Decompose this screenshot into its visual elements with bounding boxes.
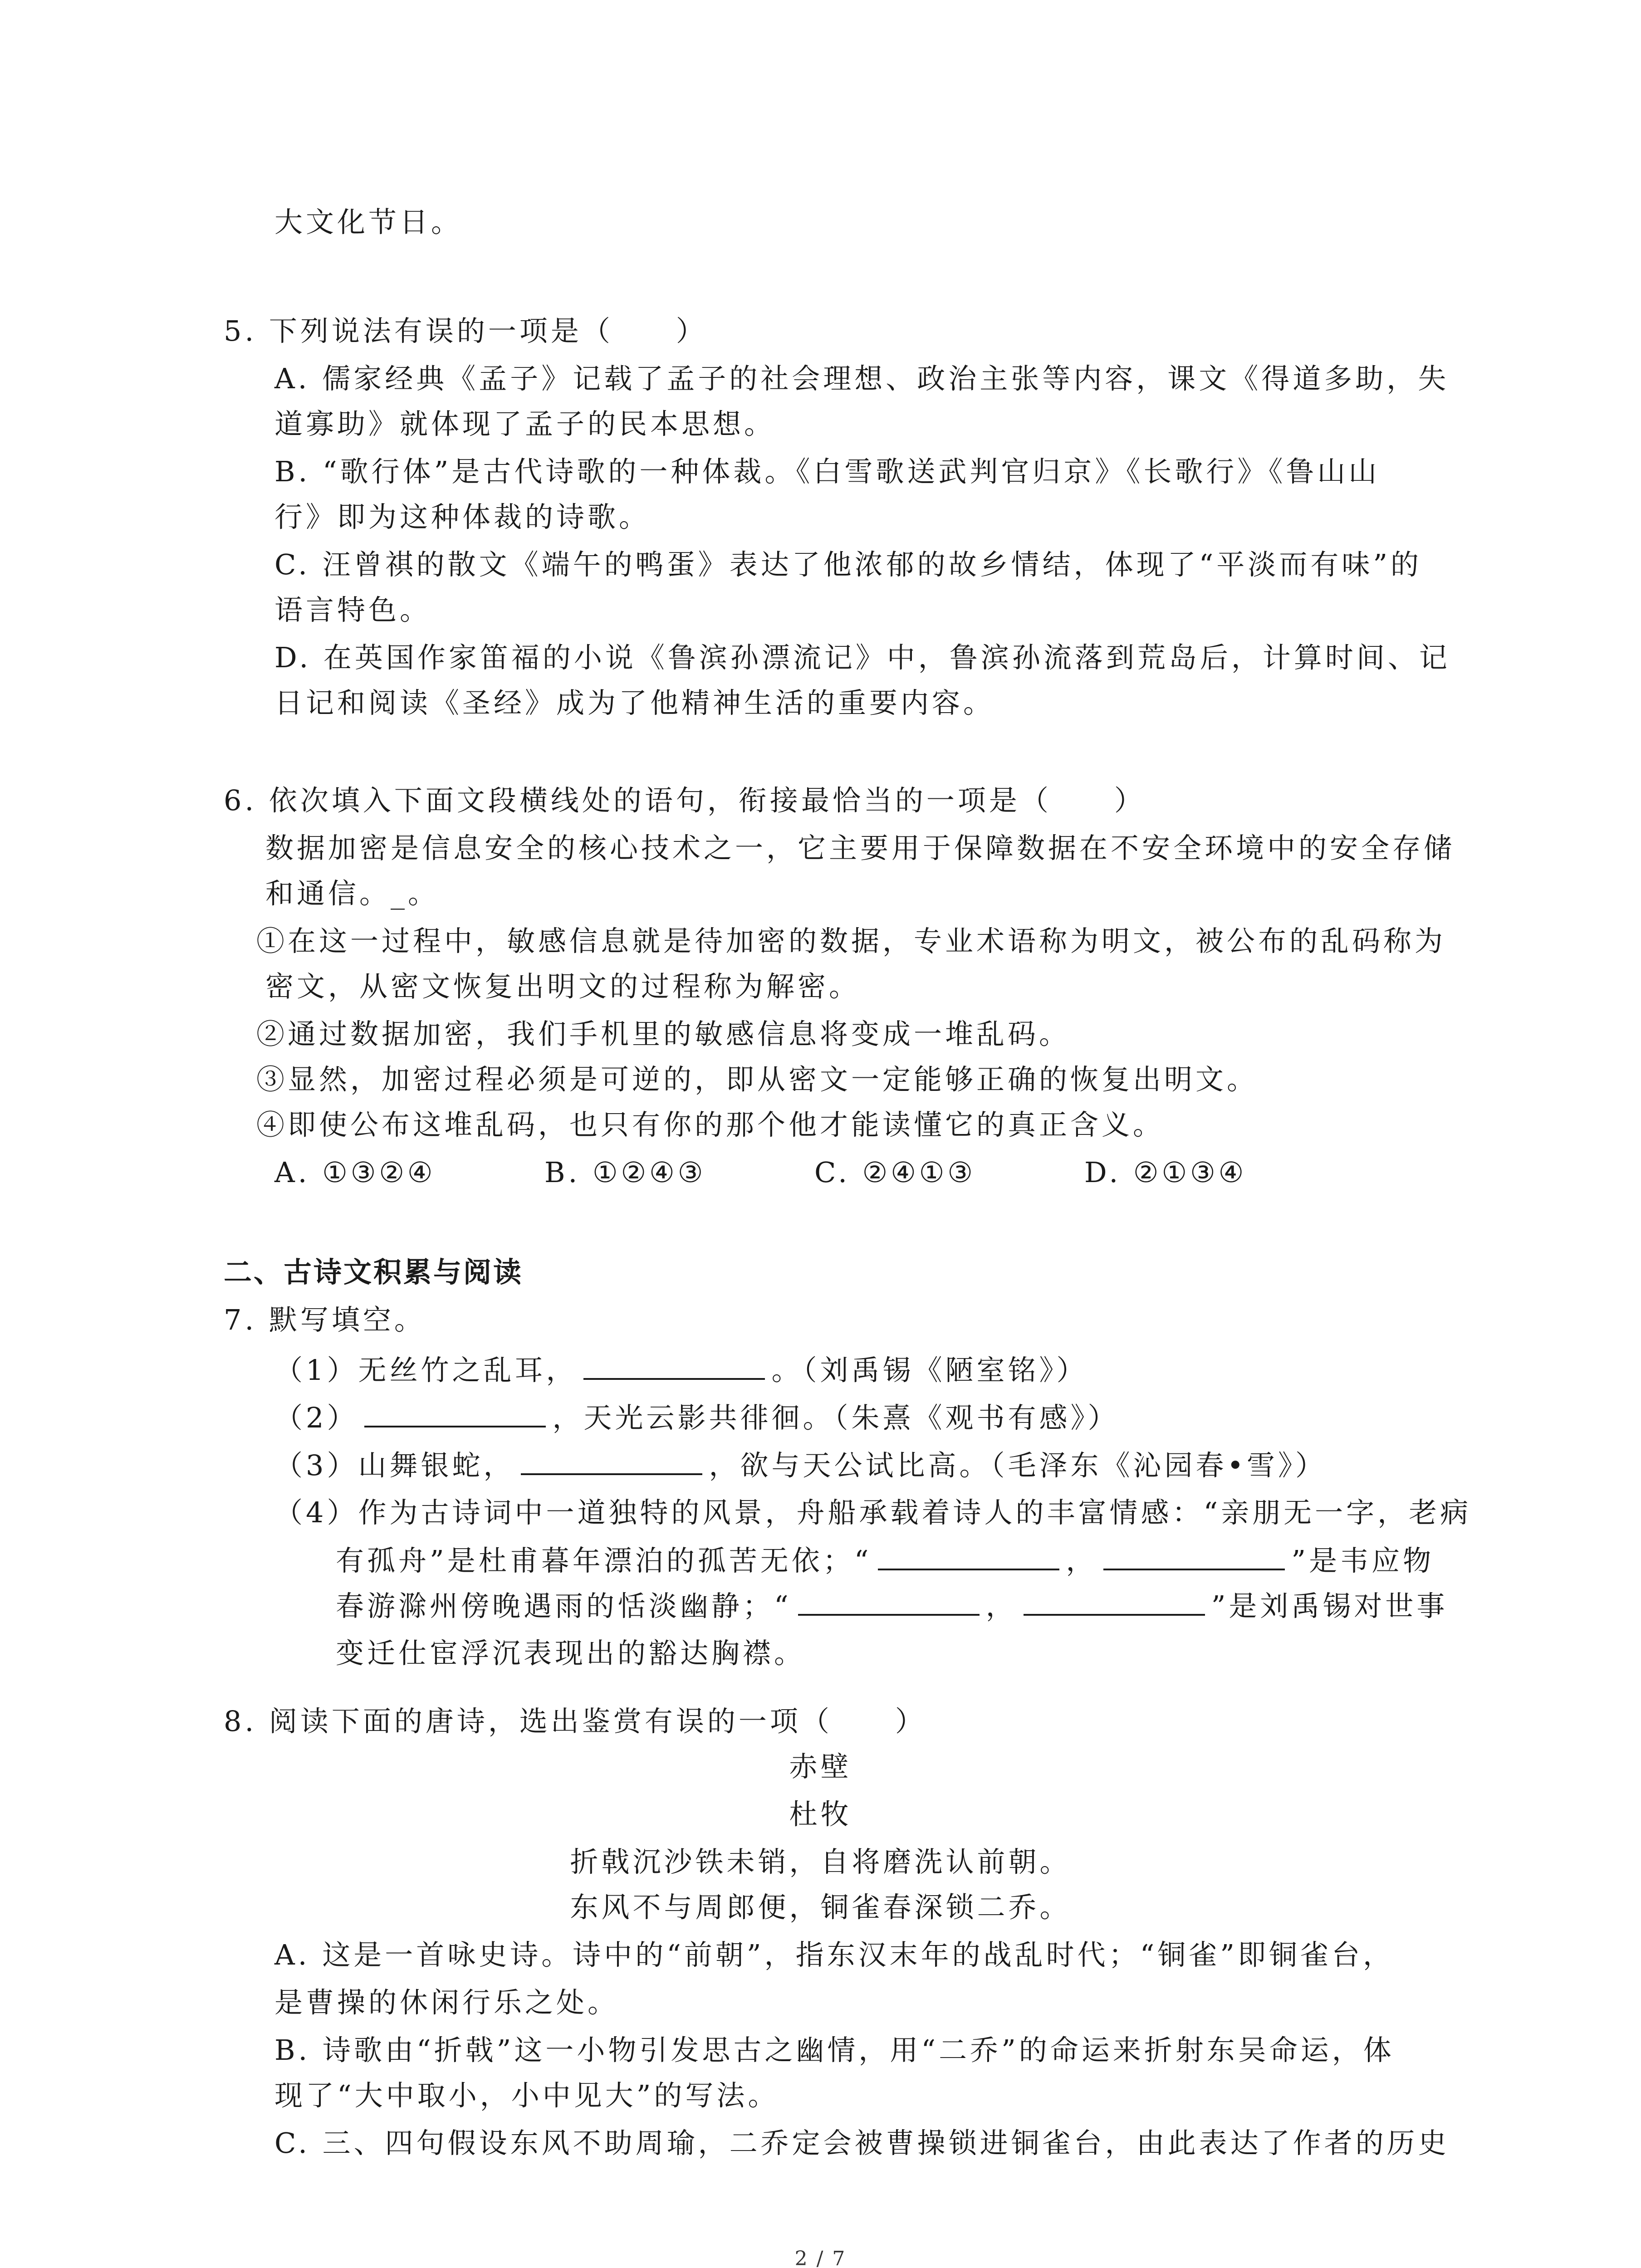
q5-option-a-line2: 道寡助》就体现了孟子的民本思想。 <box>274 407 776 440</box>
q7-item-4-text-end: ”是刘禹锡对世事 <box>1211 1589 1448 1623</box>
answer-blank[interactable] <box>583 1352 765 1380</box>
q8-option-a-line2: 是曹操的休闲行乐之处。 <box>274 1986 619 2019</box>
q7-item-3 <box>274 1447 1327 1484</box>
q7-item-4-line1: （4）作为古诗词中一道独特的风景，舟船承载着诗人的丰富情感：“亲朋无一字，老病 <box>274 1496 1472 1529</box>
q7-item-1 <box>274 1352 1087 1388</box>
q5-option-b-line2: 行》即为这种体裁的诗歌。 <box>274 500 651 533</box>
q6-passage-line1: 数据加密是信息安全的核心技术之一，它主要用于保障数据在不安全环境中的安全存储 <box>265 831 1455 865</box>
q6-sentence-1-line1: ①在这一过程中，敏感信息就是待加密的数据，专业术语称为明文，被公布的乱码称为 <box>256 924 1446 958</box>
q7-item-4-text-end: ”是韦应物 <box>1291 1544 1435 1577</box>
question-6-stem: 6. 依次填入下面文段横线处的语句，衔接最恰当的一项是（ ） <box>224 784 1146 817</box>
q7-item-2-prefix: （2） <box>274 1401 358 1434</box>
q6-sentence-4: ④即使公布这堆乱码，也只有你的那个他才能读懂它的真正含义。 <box>256 1108 1165 1141</box>
poem-line-1: 折戟沉沙铁未销，自将磨洗认前朝。 <box>570 1845 1071 1878</box>
q5-option-a-line1: A. 儒家经典《孟子》记载了孟子的社会理想、政治主张等内容，课文《得道多助，失 <box>274 362 1450 395</box>
q8-option-b-line2: 现了“大中取小，小中见大”的写法。 <box>274 2079 779 2112</box>
q6-sentence-1-line2: 密文，从密文恢复出明文的过程称为解密。 <box>265 970 861 1003</box>
q6-option-c: C. ②④①③ <box>814 1156 976 1189</box>
q5-option-c-line2: 语言特色。 <box>274 593 431 626</box>
q7-item-4-comma: ， <box>1066 1544 1097 1577</box>
q7-item-4-line3 <box>336 1588 1448 1624</box>
q8-option-c-line1: C. 三、四句假设东风不助周瑜，二乔定会被曹操锁进铜雀台，由此表达了作者的历史 <box>274 2126 1450 2160</box>
q7-item-3-prefix: （3）山舞银蛇， <box>274 1449 515 1482</box>
q7-item-4-line4: 变迁仕宦浮沉表现出的豁达胸襟。 <box>336 1637 806 1670</box>
q5-option-c-line1: C. 汪曾祺的散文《端午的鸭蛋》表达了他浓郁的故乡情结，体现了“平淡而有味”的 <box>274 548 1422 581</box>
poem-line-2: 东风不与周郎便，铜雀春深锁二乔。 <box>570 1891 1071 1924</box>
q7-item-2 <box>274 1399 1119 1436</box>
q5-option-b-line1: B. “歌行体”是古代诗歌的一种体裁。《白雪歌送武判官归京》《长歌行》《鲁山山 <box>274 455 1380 488</box>
q7-item-4-text: 有孤舟”是杜甫暮年漂泊的孤苦无依；“ <box>336 1544 872 1577</box>
text-line: 大文化节日。 <box>274 205 463 239</box>
page-number: 2 / 7 <box>794 2247 847 2268</box>
q6-option-a: A. ①③②④ <box>274 1156 436 1189</box>
q6-sentence-3: ③显然，加密过程必须是可逆的，即从密文一定能够正确的恢复出明文。 <box>256 1063 1259 1096</box>
q8-option-b-line1: B. 诗歌由“折戟”这一小物引发思古之幽情，用“二乔”的命运来折射东吴命运，体 <box>274 2033 1395 2067</box>
q7-item-3-suffix: ，欲与天公试比高。（毛泽东《沁园春•雪》） <box>709 1449 1327 1482</box>
question-7-stem: 7. 默写填空。 <box>224 1303 426 1336</box>
q5-option-d-line2: 日记和阅读《圣经》成为了他精神生活的重要内容。 <box>274 686 995 719</box>
q7-item-1-suffix: 。（刘禹锡《陋室铭》） <box>771 1354 1088 1387</box>
question-5-stem: 5. 下列说法有误的一项是（ ） <box>224 314 707 347</box>
q5-option-d-line1: D. 在英国作家笛福的小说《鲁滨孙漂流记》中，鲁滨孙流落到荒岛后，计算时间、记 <box>274 641 1450 674</box>
q6-option-b: B. ①②④③ <box>544 1156 706 1189</box>
answer-blank[interactable] <box>521 1447 702 1475</box>
question-8-stem: 8. 阅读下面的唐诗，选出鉴赏有误的一项（ ） <box>224 1705 926 1738</box>
q7-item-4-text: 春游滁州傍晚遇雨的恬淡幽静；“ <box>336 1589 792 1623</box>
answer-blank[interactable] <box>1103 1542 1285 1570</box>
q7-item-4-line2 <box>336 1542 1434 1579</box>
poem-author: 杜牧 <box>789 1798 852 1831</box>
q6-sentence-2: ②通过数据加密，我们手机里的敏感信息将变成一堆乱码。 <box>256 1017 1071 1051</box>
answer-blank[interactable] <box>798 1588 980 1616</box>
answer-blank[interactable] <box>878 1542 1059 1570</box>
q7-item-2-suffix: ，天光云影共徘徊。（朱熹《观书有感》） <box>552 1401 1119 1434</box>
q7-item-4-comma: ， <box>985 1589 1017 1623</box>
answer-blank[interactable] <box>1024 1588 1205 1616</box>
q6-option-d: D. ②①③④ <box>1084 1156 1247 1189</box>
q7-item-1-prefix: （1）无丝竹之乱耳， <box>274 1354 578 1387</box>
poem-title: 赤壁 <box>789 1750 852 1783</box>
q6-passage-line2: 和通信。_。 <box>265 877 440 910</box>
q8-option-a-line1: A. 这是一首咏史诗。诗中的“前朝”，指东汉末年的战乱时代；“铜雀”即铜雀台， <box>274 1938 1394 1971</box>
answer-blank[interactable] <box>364 1399 546 1427</box>
section-heading: 二、古诗文积累与阅读 <box>224 1256 524 1289</box>
